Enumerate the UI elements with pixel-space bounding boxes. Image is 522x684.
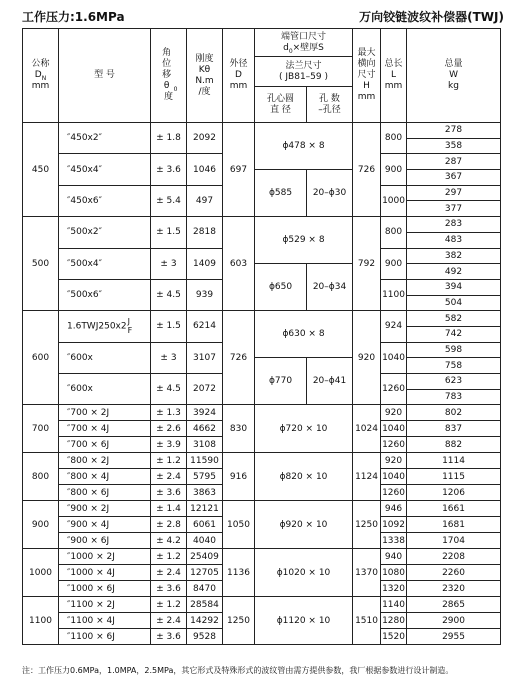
stiffness-cell: 28584 <box>187 597 223 613</box>
weight-cell: 297 <box>407 185 501 201</box>
angle-cell: ± 2.4 <box>151 565 187 581</box>
model-text: ″600x <box>67 384 93 395</box>
length-cell: 900 <box>381 248 407 279</box>
length-cell: 1040 <box>381 469 407 485</box>
length-cell: 920 <box>381 453 407 469</box>
max-height-cell: 726 <box>353 123 381 217</box>
angle-cell: ± 3.6 <box>151 485 187 501</box>
angle-header-text: 角位移θ <box>162 48 172 91</box>
length-cell: 900 <box>381 154 407 185</box>
weight-cell: 504 <box>407 295 501 311</box>
model-cell <box>59 248 151 279</box>
model-text: ″450x2″ <box>67 133 102 144</box>
max-height-header-line4: H <box>363 81 370 91</box>
document-title: 万向铰链波纹补偿器(TWJ) <box>359 10 504 24</box>
weight-cell: 742 <box>407 326 501 342</box>
angle-cell: ± 1.5 <box>151 311 187 342</box>
table-row <box>23 217 501 233</box>
stiffness-cell: 2092 <box>187 123 223 154</box>
stiffness-cell: 9528 <box>187 629 223 645</box>
length-cell: 946 <box>381 501 407 517</box>
weight-cell: 598 <box>407 342 501 358</box>
stiffness-cell: 497 <box>187 185 223 216</box>
max-height-header-line3: 尺寸 <box>357 70 376 80</box>
angle-cell: ± 3.6 <box>151 581 187 597</box>
stiffness-header-line3: N.m <box>195 75 214 86</box>
length-cell: 1092 <box>381 517 407 533</box>
weight-header-unit: kg <box>448 81 459 91</box>
od-cell: 697 <box>223 123 255 217</box>
pipe-size-cell: ϕ720 × 10 <box>255 405 353 453</box>
stiffness-cell: 6214 <box>187 311 223 342</box>
weight-cell: 377 <box>407 201 501 217</box>
weight-cell: 367 <box>407 170 501 186</box>
model-text: ″450x4″ <box>67 164 102 175</box>
weight-cell: 492 <box>407 264 501 280</box>
model-cell <box>59 311 151 342</box>
stiffness-cell: 4662 <box>187 421 223 437</box>
stiffness-cell: 25409 <box>187 549 223 565</box>
model-suffix-j: J <box>127 317 130 327</box>
bolt-circle-cell: ϕ585 <box>255 170 307 217</box>
length-cell: 1338 <box>381 533 407 549</box>
model-cell: ″1100 × 2J <box>59 597 151 613</box>
weight-cell: 287 <box>407 154 501 170</box>
length-cell: 1040 <box>381 342 407 373</box>
model-cell: ″900 × 2J <box>59 501 151 517</box>
weight-cell: 2208 <box>407 549 501 565</box>
angle-cell: ± 1.2 <box>151 597 187 613</box>
length-cell: 1260 <box>381 374 407 405</box>
model-text: ″500x6″ <box>67 290 102 301</box>
col-header-holes <box>307 87 353 123</box>
flange-header-line2: ( JB81–59 ) <box>279 71 328 82</box>
bolt-circle-header-line2: 直 径 <box>270 104 291 115</box>
model-text: ″450x6″ <box>67 195 102 206</box>
model-cell: ″800 × 4J <box>59 469 151 485</box>
stiffness-cell: 2072 <box>187 374 223 405</box>
length-header-line1: 总长 <box>384 59 403 69</box>
dn-header-unit: mm <box>31 81 50 91</box>
stiffness-cell: 3863 <box>187 485 223 501</box>
pipe-size-cell: ϕ529 × 8 <box>255 217 353 264</box>
model-text: ″600x <box>67 352 93 363</box>
angle-cell: ± 3.6 <box>151 629 187 645</box>
angle-cell: ± 4.2 <box>151 533 187 549</box>
pipe-size-cell: ϕ820 × 10 <box>255 453 353 501</box>
flange-header-line1: 法兰尺寸 <box>285 60 322 71</box>
bolt-circle-header-line1: 孔心圆 <box>266 93 294 104</box>
bolt-circle-cell: ϕ650 <box>255 264 307 311</box>
weight-cell: 882 <box>407 437 501 453</box>
stiffness-header-line4: /度 <box>198 86 211 97</box>
model-header-text: 型 号 <box>94 70 115 80</box>
pipe-size-cell: ϕ630 × 8 <box>255 311 353 358</box>
stiffness-cell: 8470 <box>187 581 223 597</box>
weight-cell: 358 <box>407 138 501 154</box>
weight-cell: 382 <box>407 248 501 264</box>
stiffness-header-line1: 刚度 <box>195 53 214 64</box>
model-cell <box>59 217 151 248</box>
dn-cell: 1100 <box>23 597 59 645</box>
od-cell: 916 <box>223 453 255 501</box>
weight-cell: 837 <box>407 421 501 437</box>
stiffness-cell: 1046 <box>187 154 223 185</box>
angle-cell: ± 4.5 <box>151 279 187 310</box>
angle-cell: ± 3.6 <box>151 154 187 185</box>
col-header-stiffness <box>187 29 223 123</box>
model-cell: ″800 × 2J <box>59 453 151 469</box>
pipe-size-cell: ϕ1120 × 10 <box>255 597 353 645</box>
length-cell: 1520 <box>381 629 407 645</box>
od-cell: 1250 <box>223 597 255 645</box>
model-text: 1.6TWJ250x2 <box>67 321 127 332</box>
od-cell: 830 <box>223 405 255 453</box>
angle-header-unit: 度 <box>163 92 173 102</box>
max-height-cell: 1370 <box>353 549 381 597</box>
stiffness-cell: 3107 <box>187 342 223 373</box>
weight-cell: 394 <box>407 279 501 295</box>
od-header-unit: mm <box>229 81 248 91</box>
max-height-cell: 920 <box>353 311 381 405</box>
max-height-cell: 1510 <box>353 597 381 645</box>
od-header-line1: 外径 <box>229 59 248 69</box>
length-cell: 1320 <box>381 581 407 597</box>
weight-cell: 1704 <box>407 533 501 549</box>
dn-cell: 600 <box>23 311 59 405</box>
holes-cell: 20–ϕ34 <box>307 264 353 311</box>
weight-cell: 1115 <box>407 469 501 485</box>
weight-header-line1: 总量 <box>444 59 463 69</box>
weight-cell: 1206 <box>407 485 501 501</box>
holes-header-line1: 孔 数 <box>319 93 340 104</box>
stiffness-cell: 2818 <box>187 217 223 248</box>
od-cell: 1050 <box>223 501 255 549</box>
model-cell: ″700 × 2J <box>59 405 151 421</box>
angle-cell: ± 2.4 <box>151 613 187 629</box>
stiffness-cell: 5795 <box>187 469 223 485</box>
col-header-dn <box>23 29 59 123</box>
stiffness-cell: 6061 <box>187 517 223 533</box>
table-body <box>23 123 501 645</box>
table-row <box>23 501 501 517</box>
col-header-angle <box>151 29 187 123</box>
weight-cell: 278 <box>407 123 501 139</box>
table-row <box>23 405 501 421</box>
pipe-end-header-line1: 端管口尺寸 <box>281 31 327 42</box>
dn-header-line1: 公称 <box>31 59 50 69</box>
weight-cell: 2865 <box>407 597 501 613</box>
specification-table <box>22 28 501 645</box>
stiffness-cell: 4040 <box>187 533 223 549</box>
dn-cell: 1000 <box>23 549 59 597</box>
footnote: 注：工作压力0.6MPa，1.0MPA，2.5MPa，其它形式及特殊形式的波纹管由需方提供参数，我厂根据参数进行设计制造。 <box>22 666 454 675</box>
stiffness-cell: 11590 <box>187 453 223 469</box>
max-height-cell: 1124 <box>353 453 381 501</box>
pipe-end-header-line2: d <box>283 42 289 53</box>
model-cell: ″700 × 4J <box>59 421 151 437</box>
working-pressure-label: 工作压力:1.6MPa <box>22 10 125 24</box>
weight-cell: 1681 <box>407 517 501 533</box>
weight-cell: 758 <box>407 358 501 374</box>
model-cell: ″700 × 6J <box>59 437 151 453</box>
pipe-size-cell: ϕ920 × 10 <box>255 501 353 549</box>
angle-cell: ± 1.8 <box>151 123 187 154</box>
model-cell: ″1000 × 2J <box>59 549 151 565</box>
stiffness-cell: 3924 <box>187 405 223 421</box>
od-cell: 603 <box>223 217 255 311</box>
dn-cell: 700 <box>23 405 59 453</box>
od-cell: 726 <box>223 311 255 405</box>
model-cell: ″900 × 4J <box>59 517 151 533</box>
model-cell: ″1100 × 4J <box>59 613 151 629</box>
table-row <box>23 123 501 139</box>
stiffness-cell: 12705 <box>187 565 223 581</box>
dn-header-sub: N <box>41 74 47 82</box>
angle-cell: ± 3 <box>151 248 187 279</box>
pipe-end-header-line3: ×壁厚S <box>292 42 324 53</box>
pipe-size-cell: ϕ478 × 8 <box>255 123 353 170</box>
col-header-flange <box>255 57 353 87</box>
length-cell: 924 <box>381 311 407 342</box>
weight-cell: 2260 <box>407 565 501 581</box>
max-height-cell: 792 <box>353 217 381 311</box>
model-text: ″500x4″ <box>67 258 102 269</box>
model-cell <box>59 374 151 405</box>
col-header-bolt-circle <box>255 87 307 123</box>
dn-cell: 500 <box>23 217 59 311</box>
angle-cell: ± 1.3 <box>151 405 187 421</box>
od-header-line2: D <box>235 70 242 80</box>
col-header-model <box>59 29 151 123</box>
model-cell: ″800 × 6J <box>59 485 151 501</box>
weight-cell: 1661 <box>407 501 501 517</box>
stiffness-cell: 14292 <box>187 613 223 629</box>
length-cell: 1000 <box>381 185 407 216</box>
length-cell: 800 <box>381 123 407 154</box>
angle-cell: ± 4.5 <box>151 374 187 405</box>
model-cell: ″1100 × 6J <box>59 629 151 645</box>
stiffness-cell: 12121 <box>187 501 223 517</box>
length-cell: 800 <box>381 217 407 248</box>
holes-header-line2: –孔径 <box>318 104 341 115</box>
col-header-od <box>223 29 255 123</box>
length-cell: 1100 <box>381 279 407 310</box>
dn-cell: 800 <box>23 453 59 501</box>
weight-cell: 2320 <box>407 581 501 597</box>
angle-cell: ± 5.4 <box>151 185 187 216</box>
length-cell: 1040 <box>381 421 407 437</box>
col-header-max-height <box>353 29 381 123</box>
weight-cell: 623 <box>407 374 501 390</box>
model-cell <box>59 342 151 373</box>
holes-cell: 20–ϕ41 <box>307 358 353 405</box>
weight-header-line2: W <box>449 70 458 80</box>
weight-cell: 802 <box>407 405 501 421</box>
dn-cell: 450 <box>23 123 59 217</box>
weight-cell: 2900 <box>407 613 501 629</box>
model-cell <box>59 154 151 185</box>
col-header-weight <box>407 29 501 123</box>
model-cell <box>59 185 151 216</box>
length-header-line2: L <box>391 70 397 80</box>
angle-cell: ± 2.4 <box>151 469 187 485</box>
length-cell: 940 <box>381 549 407 565</box>
model-cell: ″900 × 6J <box>59 533 151 549</box>
table-row <box>23 311 501 327</box>
length-cell: 1280 <box>381 613 407 629</box>
angle-cell: ± 1.4 <box>151 501 187 517</box>
weight-cell: 2955 <box>407 629 501 645</box>
angle-cell: ± 3.9 <box>151 437 187 453</box>
length-cell: 920 <box>381 405 407 421</box>
angle-cell: ± 1.2 <box>151 453 187 469</box>
weight-cell: 283 <box>407 217 501 233</box>
stiffness-header-line2: Kθ <box>198 64 211 75</box>
length-cell: 1260 <box>381 437 407 453</box>
length-cell: 1260 <box>381 485 407 501</box>
angle-header-sub: 0 <box>173 85 178 93</box>
dn-header-line2: D <box>34 70 42 80</box>
model-cell: ″1000 × 6J <box>59 581 151 597</box>
max-height-cell: 1250 <box>353 501 381 549</box>
col-header-length <box>381 29 407 123</box>
model-cell: ″1000 × 4J <box>59 565 151 581</box>
holes-cell: 20–ϕ30 <box>307 170 353 217</box>
dn-cell: 900 <box>23 501 59 549</box>
col-header-pipe-end <box>255 29 353 57</box>
angle-cell: ± 2.8 <box>151 517 187 533</box>
weight-cell: 1114 <box>407 453 501 469</box>
max-height-header-unit: mm <box>357 92 376 102</box>
model-suffix-f: F <box>127 326 133 336</box>
angle-cell: ± 3 <box>151 342 187 373</box>
table-row <box>23 549 501 565</box>
pipe-end-header-sub: 0 <box>288 47 293 55</box>
max-height-cell: 1024 <box>353 405 381 453</box>
model-cell <box>59 123 151 154</box>
length-cell: 1080 <box>381 565 407 581</box>
angle-cell: ± 2.6 <box>151 421 187 437</box>
model-text: ″500x2″ <box>67 227 102 238</box>
weight-cell: 483 <box>407 232 501 248</box>
bolt-circle-cell: ϕ770 <box>255 358 307 405</box>
table-row <box>23 453 501 469</box>
angle-cell: ± 1.5 <box>151 217 187 248</box>
od-cell: 1136 <box>223 549 255 597</box>
model-cell <box>59 279 151 310</box>
weight-cell: 582 <box>407 311 501 327</box>
angle-cell: ± 1.2 <box>151 549 187 565</box>
table-row <box>23 597 501 613</box>
length-header-unit: mm <box>384 81 403 91</box>
max-height-header-line2: 横向 <box>357 59 376 69</box>
stiffness-cell: 939 <box>187 279 223 310</box>
length-cell: 1140 <box>381 597 407 613</box>
max-height-header-line1: 最大 <box>357 48 376 58</box>
page-header <box>22 8 504 28</box>
stiffness-cell: 3108 <box>187 437 223 453</box>
weight-cell: 783 <box>407 389 501 405</box>
stiffness-cell: 1409 <box>187 248 223 279</box>
pipe-size-cell: ϕ1020 × 10 <box>255 549 353 597</box>
